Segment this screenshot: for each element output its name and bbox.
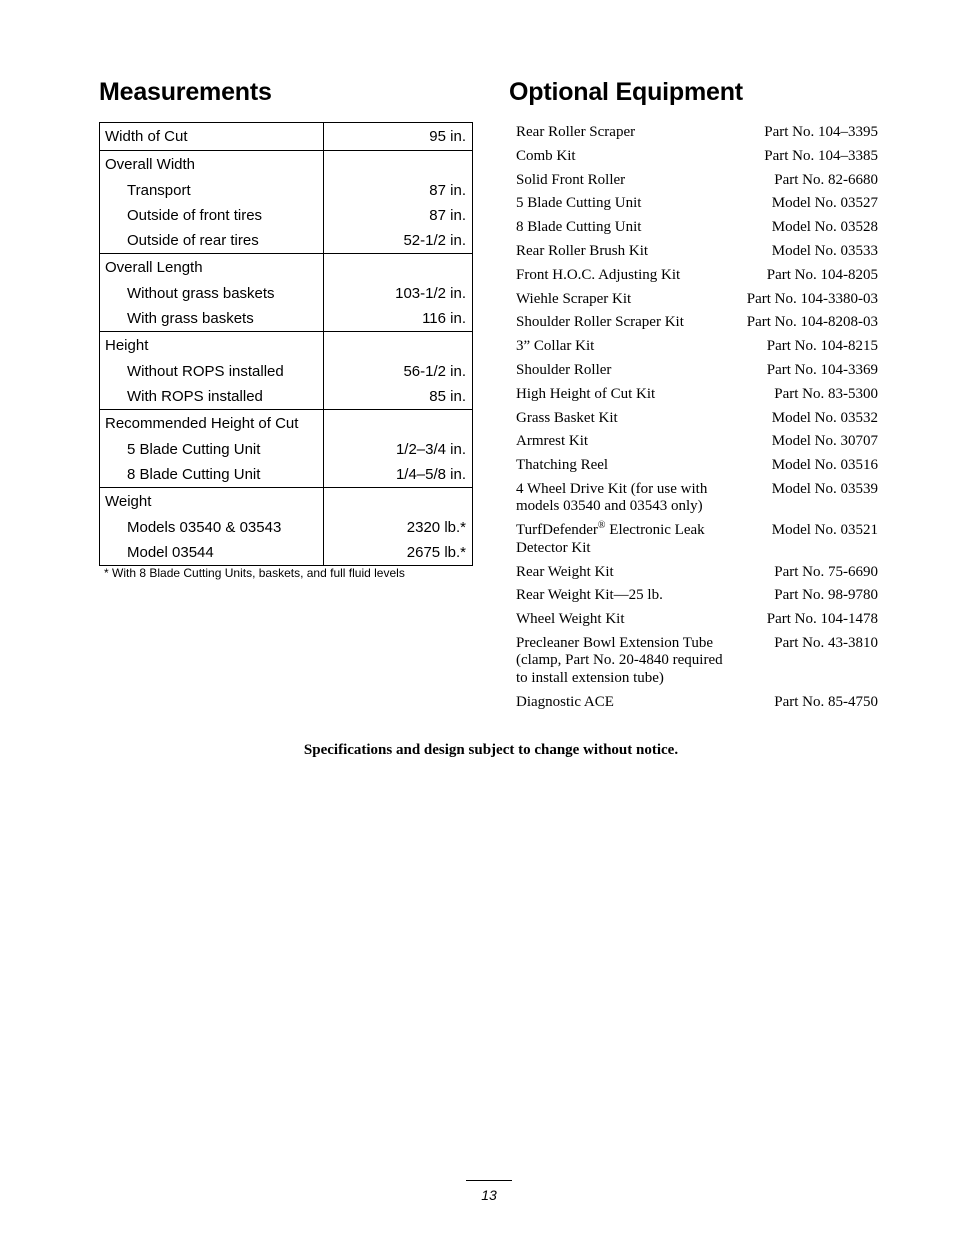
measurement-value: 85 in. xyxy=(429,388,466,405)
equipment-item xyxy=(516,338,878,356)
measurement-group xyxy=(100,123,472,150)
measurement-label: Weight xyxy=(105,493,152,510)
equipment-item xyxy=(516,410,878,428)
equipment-part-number: Part No. 43-3810 xyxy=(774,634,878,651)
measurement-value: 2675 lb.* xyxy=(406,544,466,561)
measurement-row xyxy=(100,384,472,409)
equipment-part-number: Part No. 104-3369 xyxy=(766,361,878,378)
measurement-row xyxy=(100,178,472,203)
equipment-item xyxy=(516,195,878,213)
equipment-part-number: Part No. 85-4750 xyxy=(774,693,878,710)
equipment-item xyxy=(516,386,878,404)
measurement-row xyxy=(100,437,472,462)
equipment-name: Shoulder Roller Scraper Kit xyxy=(516,314,684,331)
equipment-part-number: Model No. 03533 xyxy=(771,242,878,259)
measurement-value: 95 in. xyxy=(429,128,466,145)
equipment-item xyxy=(516,148,878,166)
equipment-part-number: Model No. 03527 xyxy=(771,195,878,212)
equipment-part-number: Model No. 03539 xyxy=(771,480,878,497)
measurement-row xyxy=(100,462,472,487)
equipment-name: Solid Front Roller xyxy=(516,171,626,188)
measurement-label: Outside of rear tires xyxy=(127,232,259,249)
measurement-value: 116 in. xyxy=(422,310,466,327)
equipment-item xyxy=(516,243,878,261)
measurement-row xyxy=(100,332,472,359)
measurements-table xyxy=(99,122,473,566)
equipment-name: Wiehle Scraper Kit xyxy=(516,290,632,307)
equipment-name: Armrest Kit xyxy=(516,433,589,450)
measurement-label: Overall Length xyxy=(105,259,203,276)
page-number-rule xyxy=(466,1180,512,1181)
equipment-name: Thatching Reel xyxy=(516,457,609,474)
measurement-group xyxy=(100,409,472,487)
measurement-label: Outside of front tires xyxy=(127,207,263,224)
measurement-row xyxy=(100,515,472,540)
measurement-group xyxy=(100,331,472,409)
measurement-row xyxy=(100,488,472,515)
equipment-name: Rear Weight Kit xyxy=(516,563,614,580)
equipment-part-number: Part No. 104–3395 xyxy=(764,124,878,140)
equipment-item xyxy=(516,522,878,557)
equipment-name-prefix: TurfDefender xyxy=(516,522,598,539)
equipment-part-number: Part No. 75-6690 xyxy=(774,563,878,580)
measurement-group xyxy=(100,150,472,253)
equipment-name: Wheel Weight Kit xyxy=(516,611,625,628)
specifications-notice: Specifications and design subject to change without notice. xyxy=(303,742,679,758)
equipment-name: 8 Blade Cutting Unit xyxy=(516,219,642,236)
measurement-value: 87 in. xyxy=(429,207,466,224)
equipment-part-number: Part No. 104-8205 xyxy=(766,266,878,283)
equipment-part-number: Model No. 03516 xyxy=(771,457,878,474)
equipment-name: 4 Wheel Drive Kit (for use with models 03540 and 03543 only) xyxy=(516,480,708,515)
equipment-name: Comb Kit xyxy=(516,147,576,164)
measurement-label: Recommended Height of Cut xyxy=(105,415,299,432)
optional-equipment-heading: Optional Equipment xyxy=(509,78,743,106)
equipment-item xyxy=(516,291,878,309)
optional-equipment-list xyxy=(516,124,878,718)
measurement-group xyxy=(100,253,472,331)
equipment-item xyxy=(516,564,878,582)
equipment-name-suffix: Electronic Leak Detector Kit xyxy=(516,522,705,556)
equipment-item xyxy=(516,124,878,142)
equipment-part-number: Part No. 104-8208-03 xyxy=(746,314,878,331)
equipment-item xyxy=(516,694,878,712)
equipment-item xyxy=(516,433,878,451)
equipment-name: Shoulder Roller xyxy=(516,361,612,378)
equipment-item xyxy=(516,457,878,475)
equipment-item xyxy=(516,481,878,516)
measurement-value: 1/4–5/8 in. xyxy=(395,466,466,483)
equipment-item xyxy=(516,587,878,605)
equipment-item xyxy=(516,362,878,380)
measurement-row xyxy=(100,151,472,178)
measurement-group xyxy=(100,487,472,565)
equipment-part-number: Model No. 03521 xyxy=(771,522,878,539)
measurement-label: Overall Width xyxy=(105,156,196,173)
measurements-heading: Measurements xyxy=(99,78,272,106)
measurement-value: 103-1/2 in. xyxy=(395,285,466,302)
measurement-label: Without grass baskets xyxy=(127,285,275,302)
equipment-part-number: Part No. 83-5300 xyxy=(774,385,878,402)
measurement-label: Width of Cut xyxy=(105,128,188,145)
equipment-part-number: Part No. 104–3385 xyxy=(764,147,878,164)
measurements-footnote: * With 8 Blade Cutting Units, baskets, and full fluid levels xyxy=(104,566,405,580)
measurement-row xyxy=(100,359,472,384)
measurement-row xyxy=(100,203,472,228)
equipment-name: Grass Basket Kit xyxy=(516,409,618,426)
measurement-label: Models 03540 & 03543 xyxy=(127,519,282,536)
measurement-label: With grass baskets xyxy=(127,310,254,327)
equipment-name: Rear Weight Kit—25 lb. xyxy=(516,587,663,604)
equipment-item xyxy=(516,172,878,190)
measurement-row xyxy=(100,228,472,253)
measurement-label: With ROPS installed xyxy=(127,388,263,405)
equipment-name: Diagnostic ACE xyxy=(516,693,614,710)
equipment-name: Rear Roller Brush Kit xyxy=(516,242,649,259)
equipment-part-number: Part No. 104-8215 xyxy=(766,338,878,355)
measurement-value: 2320 lb.* xyxy=(406,519,466,536)
measurement-row xyxy=(100,540,472,565)
measurement-label: Without ROPS installed xyxy=(127,363,284,380)
measurement-value: 56-1/2 in. xyxy=(403,363,466,380)
registered-mark: ® xyxy=(597,520,606,532)
measurement-label: 8 Blade Cutting Unit xyxy=(127,466,261,483)
equipment-name: Rear Roller Scraper xyxy=(516,124,636,140)
measurement-value: 1/2–3/4 in. xyxy=(395,441,466,458)
measurement-row xyxy=(100,254,472,281)
measurement-label: Height xyxy=(105,337,149,354)
equipment-part-number: Part No. 104-3380-03 xyxy=(746,290,878,307)
measurement-label: Model 03544 xyxy=(127,544,214,561)
equipment-name: High Height of Cut Kit xyxy=(516,385,656,402)
measurement-label: 5 Blade Cutting Unit xyxy=(127,441,261,458)
measurement-row xyxy=(100,410,472,437)
equipment-part-number: Part No. 82-6680 xyxy=(774,171,878,188)
measurement-row xyxy=(100,281,472,306)
equipment-part-number: Part No. 104-1478 xyxy=(766,611,878,628)
page-number: 13 xyxy=(481,1187,497,1203)
equipment-name xyxy=(516,522,726,557)
equipment-name: Precleaner Bowl Extension Tube (clamp, Part No. 20-4840 required to install extension tube) xyxy=(516,634,723,686)
equipment-name: 3” Collar Kit xyxy=(516,338,595,355)
equipment-part-number: Model No. 30707 xyxy=(771,433,878,450)
measurement-row xyxy=(100,306,472,331)
measurement-row xyxy=(100,123,472,150)
measurement-value: 87 in. xyxy=(429,182,466,199)
equipment-item xyxy=(516,635,878,688)
equipment-item xyxy=(516,611,878,629)
equipment-item xyxy=(516,267,878,285)
equipment-item xyxy=(516,219,878,237)
equipment-name: 5 Blade Cutting Unit xyxy=(516,195,642,212)
equipment-part-number: Model No. 03528 xyxy=(771,219,878,236)
equipment-item xyxy=(516,314,878,332)
equipment-part-number: Part No. 98-9780 xyxy=(774,587,878,604)
measurement-value: 52-1/2 in. xyxy=(403,232,466,249)
measurement-label: Transport xyxy=(127,182,191,199)
equipment-name: Front H.O.C. Adjusting Kit xyxy=(516,266,681,283)
equipment-part-number: Model No. 03532 xyxy=(771,409,878,426)
